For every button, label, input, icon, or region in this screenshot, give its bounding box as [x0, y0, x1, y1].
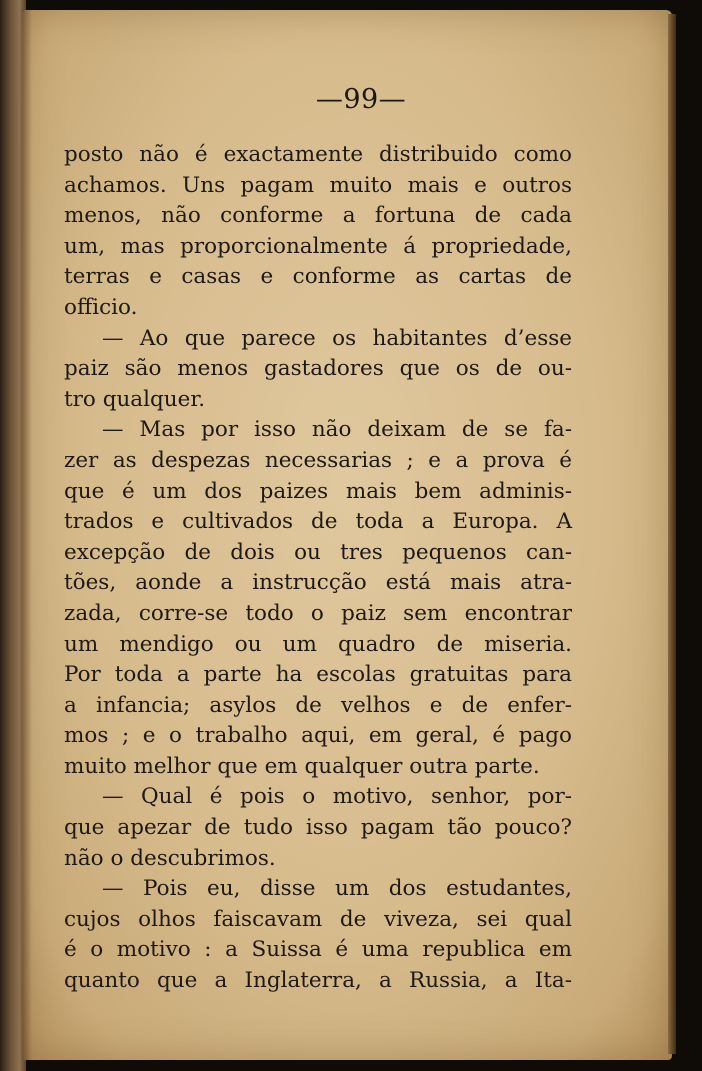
text-line: um mendigo ou um quadro de miseria.	[64, 631, 572, 657]
text-line: excepção de dois ou tres pequenos can-	[64, 539, 572, 565]
text-line: tões, aonde a instrucção está mais atra-	[64, 570, 572, 596]
text-line: cujos olhos faiscavam de viveza, sei qual	[64, 906, 572, 932]
page-right-edge	[668, 14, 676, 1054]
text-line: achamos. Uns pagam muito mais e outros	[64, 172, 572, 198]
text-line: que apezar de tudo isso pagam tão pouco?	[64, 815, 572, 841]
text-line: que é um dos paizes mais bem adminis-	[64, 478, 572, 504]
text-line: posto não é exactamente distribuido como	[64, 142, 572, 167]
text-line: officio.	[64, 294, 138, 320]
text-line: quanto que a Inglaterra, a Russia, a Ita-	[64, 968, 572, 994]
text-line: — Mas por isso não deixam de se fa-	[102, 417, 572, 443]
text-line: a infancia; asylos de velhos e de enfer-	[64, 692, 572, 718]
text-line: tro qualquer.	[64, 386, 206, 412]
text-line: — Qual é pois o motivo, senhor, por-	[102, 784, 572, 810]
text-line: terras e casas e conforme as cartas de	[64, 264, 572, 290]
body-text	[64, 140, 572, 997]
page-number: —99—	[315, 84, 407, 115]
page-gutter	[22, 10, 32, 1060]
text-line: — Ao que parece os habitantes d’esse	[102, 325, 572, 351]
text-line: mos ; e o trabalho aqui, em geral, é pago	[64, 723, 572, 749]
text-line: — Pois eu, disse um dos estudantes,	[102, 876, 572, 902]
text-line: zada, corre-se todo o paiz sem encontrar	[64, 600, 572, 626]
text-line: muito melhor que em qualquer outra parte.	[64, 753, 540, 779]
text-line: zer as despezas necessarias ; e a prova é	[64, 447, 572, 473]
text-line: menos, não conforme a fortuna de cada	[64, 203, 572, 229]
text-line: Por toda a parte ha escolas gratuitas para	[64, 662, 572, 688]
text-line: trados e cultivados de toda a Europa. A	[64, 509, 572, 535]
text-line: é o motivo : a Suissa é uma republica em	[64, 937, 572, 963]
text-line: um, mas proporcionalmente á propriedade,	[64, 233, 572, 259]
text-line: paiz são menos gastadores que os de ou-	[64, 356, 572, 382]
text-line: não o descubrimos.	[64, 845, 276, 871]
